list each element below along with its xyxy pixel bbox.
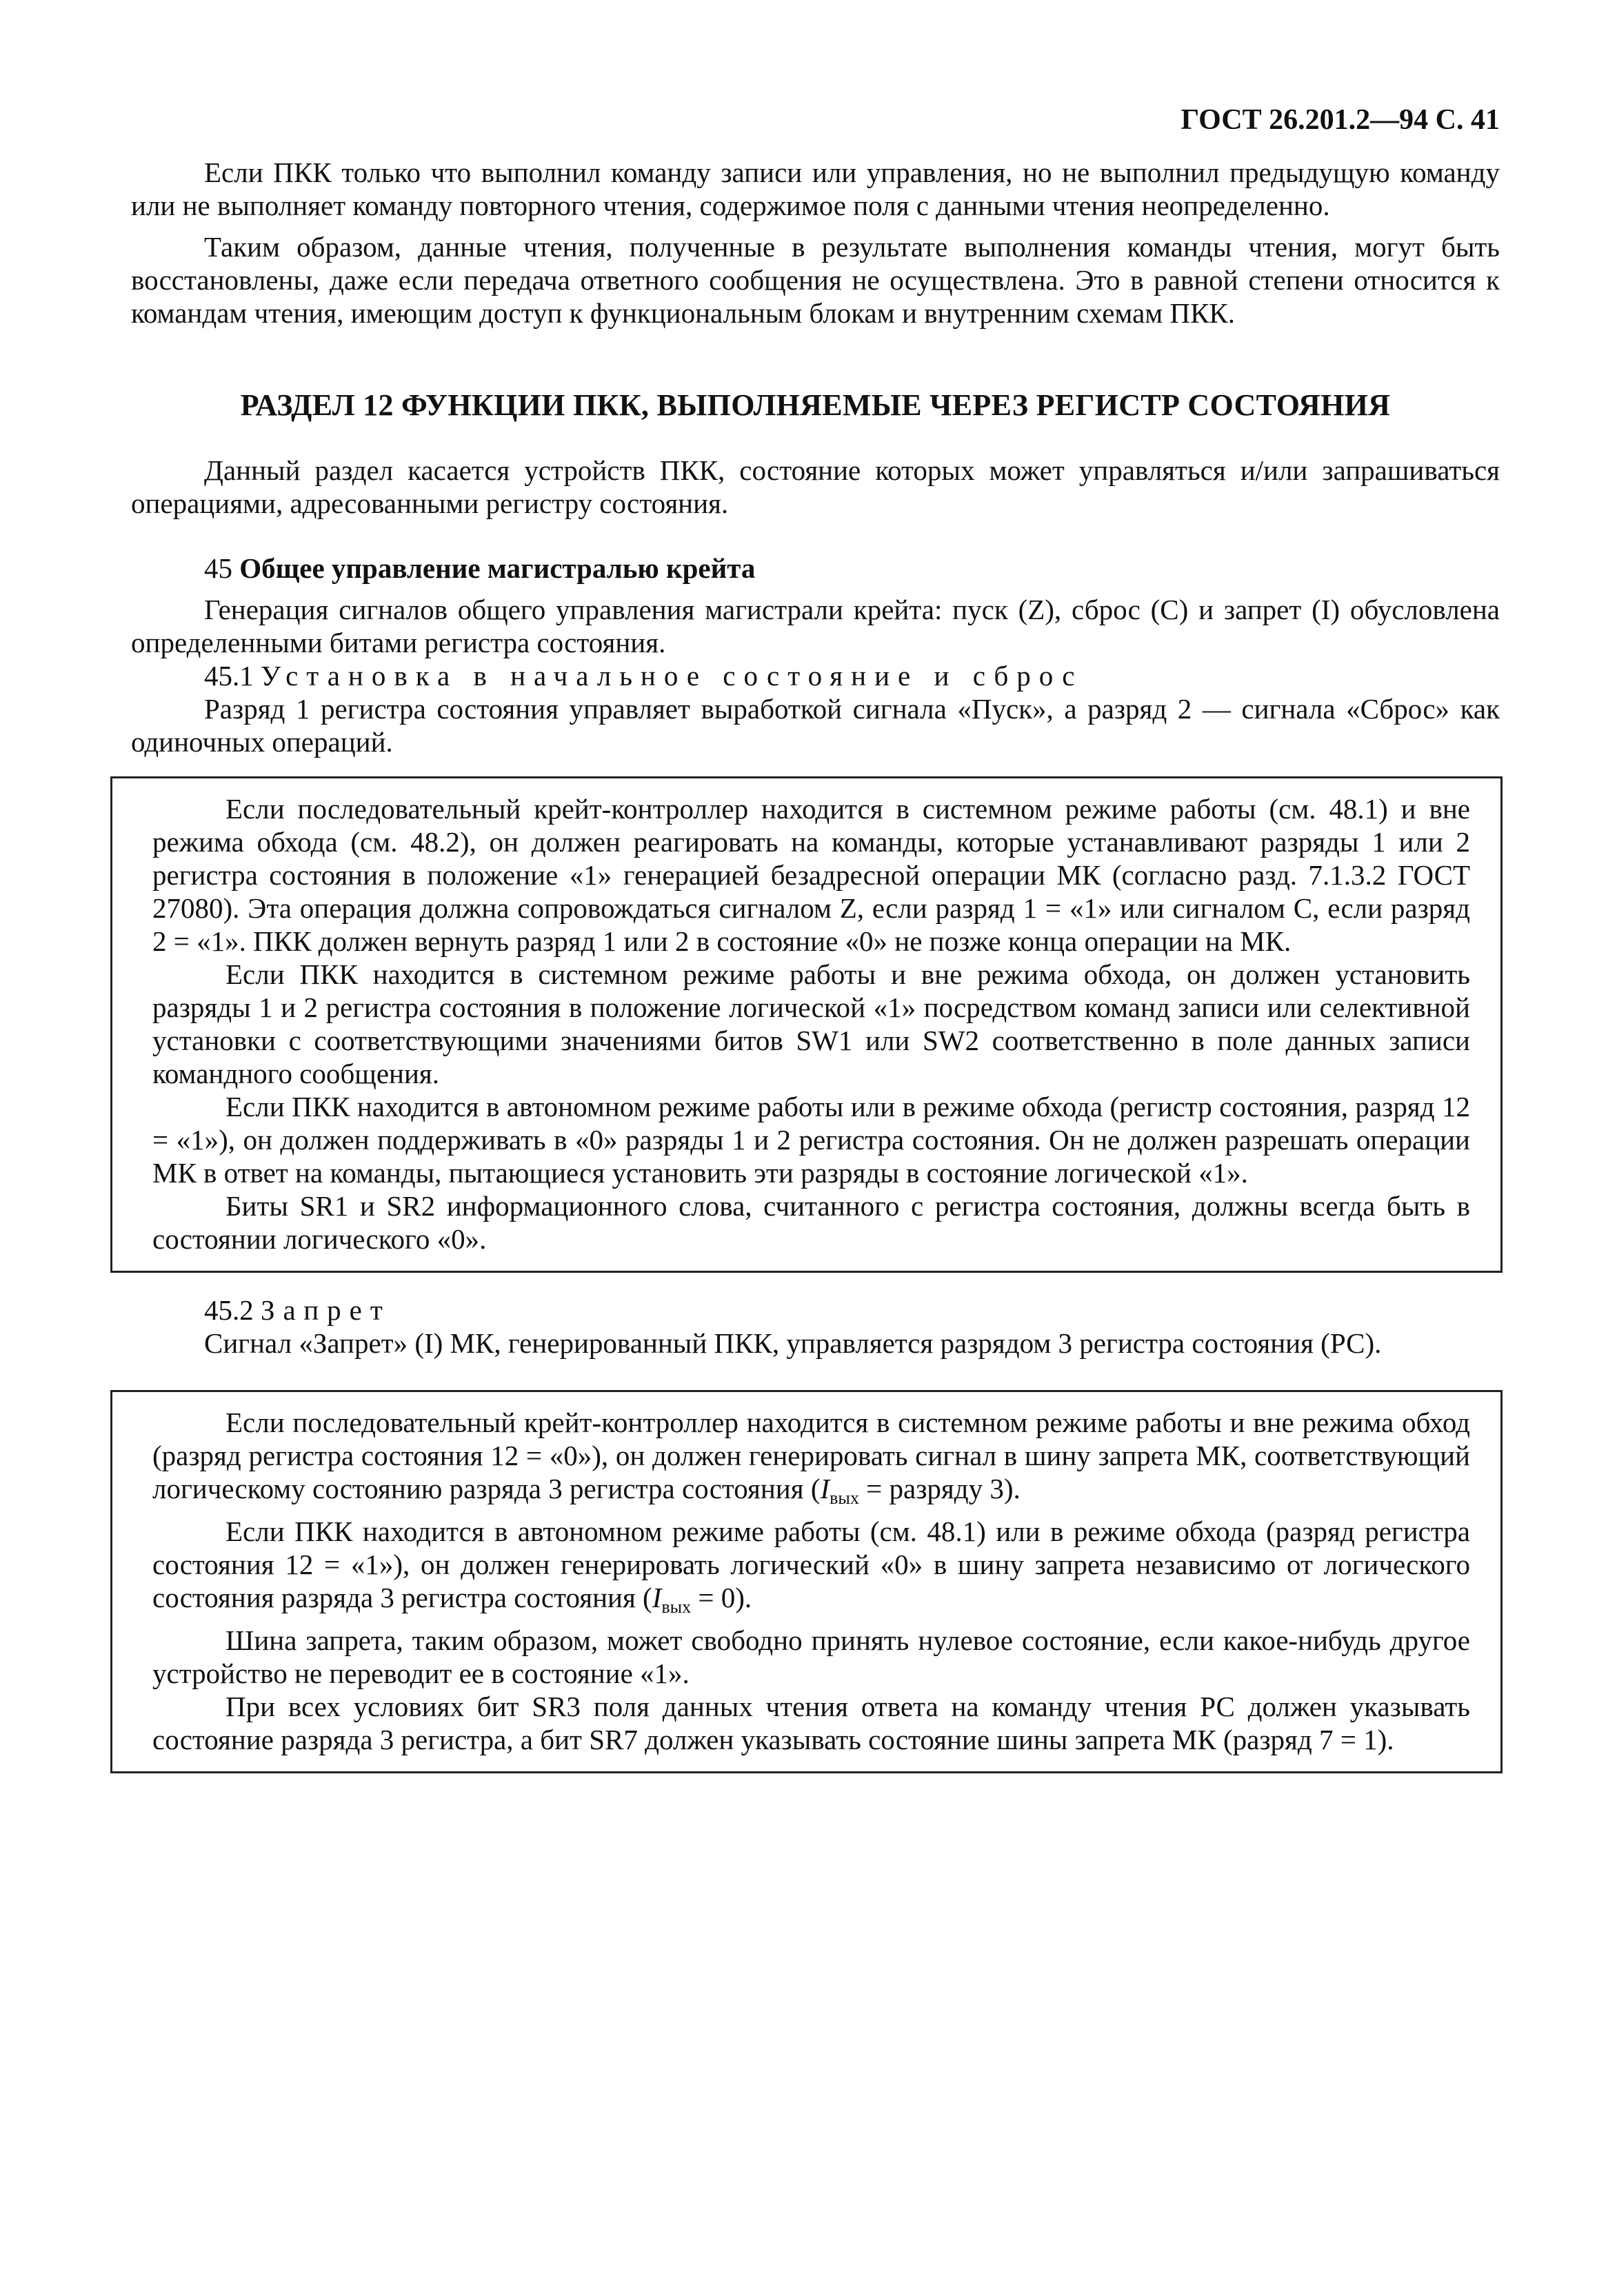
subsection-451-number: 45.1 [204, 660, 254, 692]
box2-paragraph-1: Если последовательный крейт-контроллер находится в системном режиме работы и вне режима обход (разряд регистра состояния 12 = «0»), он должен генерировать сигнал в шину запрета МК, соответствующий логическому состоянию разряда 3 регистра состояния ($I_{вых}$ = разряду 3). [152, 1407, 1470, 1508]
page-header: ГОСТ 26.201.2—94 С. 41 [1181, 104, 1500, 136]
section-title: РАЗДЕЛ 12 ФУНКЦИИ ПКК, ВЫПОЛНЯЕМЫЕ ЧЕРЕЗ РЕГИСТР СОСТОЯНИЯ [240, 388, 1391, 422]
requirements-box-1 [110, 776, 1503, 1273]
box2-paragraph-4: При всех условиях бит SR3 поля данных чтения ответа на команду чтения РС должен указывать состояние разряда 3 регистра, а бит SR7 должен указывать состояние шины запрета МК (разряд 7 = 1). [152, 1691, 1470, 1755]
subsection-452-body: Сигнал «Запрет» (I) МК, генерированный ПКК, управляется разрядом 3 регистра состояния (РС). [204, 1327, 1382, 1359]
section-lead: Данный раздел касается устройств ПКК, состояние которых может управляться и/или запрашиваться операциями, адресованными регистру состояния. [131, 454, 1500, 519]
subsection-45-title: Общее управление магистралью крейта [239, 552, 756, 584]
box1-paragraph-4: Биты SR1 и SR2 информационного слова, считанного с регистра состояния, должны всегда быть в состоянии логического «0». [152, 1190, 1470, 1255]
subsection-452-number: 45.2 [204, 1294, 254, 1326]
subsection-452-heading [131, 1293, 1500, 1327]
requirements-box-2 [110, 1390, 1503, 1773]
box2-paragraph-2: Если ПКК находится в автономном режиме работы (см. 48.1) или в режиме обхода (разряд регистра состояния 12 = «1»), он должен генерировать логический «0» в шину запрета независимо от логического состояния разряда 3 регистра состояния $(I_{вых} = 0)$. [152, 1515, 1470, 1617]
box1-paragraph-2: Если ПКК находится в системном режиме работы и вне режима обхода, он должен установить разряды 1 и 2 регистра состояния в положение логической «1» посредством команд записи или селективной установки с соответствующими значениями битов SW1 или SW2 соответственно в поле данных записи командного сообщения. [152, 958, 1470, 1089]
subsection-452-title: Запрет [261, 1294, 391, 1326]
subsection-45-heading [131, 552, 1500, 585]
box2-paragraph-3: Шина запрета, таким образом, может свободно принять нулевое состояние, если какое-нибудь другое устройство не переводит ее в состояние «1». [152, 1624, 1470, 1689]
paragraph-intro-2: Таким образом, данные чтения, полученные в результате выполнения команды чтения, могут быть восстановлены, даже если передача ответного сообщения не осуществлена. Это в равной степени относится к командам чтения, имеющим доступ к функциональным блокам и внутренним схемам ПКК. [131, 231, 1500, 329]
box1-paragraph-1: Если последовательный крейт-контроллер находится в системном режиме работы (см. 48.1) и вне режима обхода (см. 48.2), он должен реагировать на команды, которые устанавливают разряды 1 или 2 регистра состояния в положение «1» генерацией безадресной операции МК (согласно разд. 7.1.3.2 ГОСТ 27080). Эта операция должна сопровождаться сигналом Z, если разряд 1 = «1» или сигналом С, если разряд 2 = «1». ПКК должен вернуть разряд 1 или 2 в состояние «0» не позже конца операции на МК. [152, 793, 1470, 957]
subsection-451-heading [131, 659, 1500, 692]
subsection-45-number: 45 [204, 552, 232, 584]
paragraph-intro-1: Если ПКК только что выполнил команду записи или управления, но не выполнил предыдущую команду или не выполняет команду повторного чтения, содержимое поля с данными чтения неопределенно. [131, 157, 1500, 221]
document-page [131, 103, 1500, 1773]
subsection-451-body: Разряд 1 регистра состояния управляет выработкой сигнала «Пуск», а разряд 2 — сигнала «Сброс» как одиночных операций. [131, 693, 1500, 758]
box1-paragraph-3: Если ПКК находится в автономном режиме работы или в режиме обхода (регистр состояния, разряд 12 = «1»), он должен поддерживать в «0» разряды 1 и 2 регистра состояния. Он не должен разрешать операции МК в ответ на команды, пытающиеся установить эти разряды в состояние логической «1». [152, 1091, 1470, 1189]
subsection-451-title: Установка в начальное состояние и сброс [261, 660, 1083, 692]
subsection-45-body: Генерация сигналов общего управления магистрали крейта: пуск (Z), сброс (С) и запрет (I) обусловлена определенными битами регистра состояния. [131, 594, 1500, 658]
